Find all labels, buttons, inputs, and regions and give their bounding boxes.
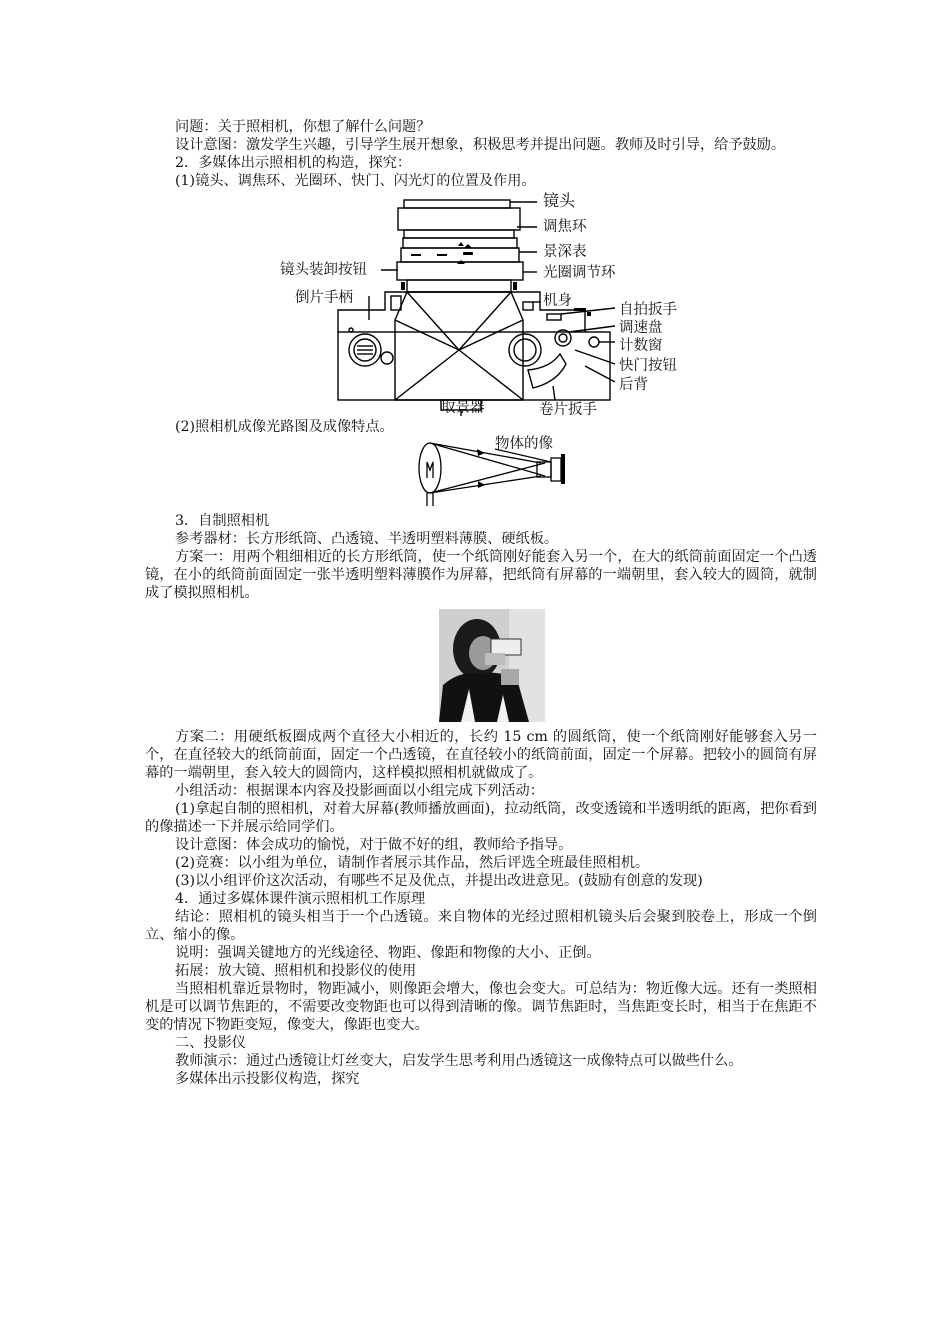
paragraph: 说明：强调关键地方的光线途径、物距、像距和物像的大小、正倒。 [175,945,601,961]
aperture-ring [397,262,523,280]
counter-window [589,337,599,347]
label-speed-dial: 调速盘 [619,320,663,336]
paragraph: (2)竞赛：以小组为单位，请制作者展示其作品，然后评选全班最佳照相机。 [175,855,650,871]
section-heading: 二、投影仪 [175,1035,246,1051]
optical-path-drawing [145,436,817,512]
object-ellipse [419,443,441,493]
document-page [145,118,817,1088]
lens-front [398,208,520,230]
paragraph: (2)照相机成像光路图及成像特点。 [175,419,394,435]
label-aperture-ring: 光圈调节环 [543,265,616,281]
label-counter-window: 计数窗 [619,338,663,354]
paragraph: 方案一：用两个粗细相近的长方形纸筒，使一个纸筒刚好能套入另一个，在大的纸筒前面固定一个凸透镜，在小的纸筒前面固定一张半透明塑料薄膜作为屏幕，把纸筒有屏幕的一端朝里，套入较大的圆筒，就制成了模拟照相机。 [145,549,817,601]
label-focus-ring: 调焦环 [543,219,587,235]
paragraph: 设计意图：体会成功的愉悦，对于做不好的组，教师给予指导。 [175,837,573,853]
advance-lever [528,354,566,388]
label-self-timer: 自拍扳手 [619,302,677,318]
label-body: 机身 [543,293,572,309]
prism-outline [395,292,523,400]
paragraph: 方案二：用硬纸板圈成两个直径大小相近的，长约 15 cm 的圆纸筒，使一个纸筒刚好能够套入另一个，在直径较大的纸筒前面，固定一个凸透镜，在直径较小的纸筒前面，固定一个屏幕。把较小的圆筒有屏幕的一端朝里，套入较大的圆筒内，这样模拟照相机就做成了。 [145,729,817,781]
self-timer-lever [547,314,561,320]
label-viewfinder: 取景器 [441,400,485,416]
body-knob [523,302,533,310]
label-back: 后背 [619,377,648,393]
paragraph: 教师演示：通过凸透镜让灯丝变大，启发学生思考利用凸透镜这一成像特点可以做些什么。 [175,1053,743,1069]
optical-path-diagram [145,436,817,512]
paragraph: 拓展：放大镜、照相机和投影仪的使用 [175,963,417,979]
paragraph: 多媒体出示投影仪构造，探究 [175,1071,360,1087]
student-camera-photo [439,609,545,722]
paragraph: (1)镜头、调焦环、光圈环、快门、闪光灯的位置及作用。 [175,173,536,189]
photo-block [145,609,817,726]
paragraph: 2．多媒体出示照相机的构造，探究： [175,155,412,171]
paragraph: 参考器材：长方形纸筒、凸透镜、半透明塑料薄膜、硬纸板。 [175,531,559,547]
camera-diagram [145,190,817,418]
label-rewind-crank: 倒片手柄 [295,290,353,306]
label-object-image: 物体的像 [495,436,553,452]
paragraph: 当照相机靠近景物时，物距减小，则像距会增大，像也会变大。可总结为：物近像大远。还有一类照相机是可以调节焦距的，不需要改变物距也可以得到清晰的像。调节焦距时，当焦距变长时，相当于在焦距不变的情况下物距变短，像变大，像距也变大。 [145,981,817,1033]
label-advance-lever: 卷片扳手 [539,402,597,418]
camera-drawing [145,190,817,418]
label-shutter-button: 快门按钮 [619,358,677,374]
paragraph: (1)拿起自制的照相机，对着大屏幕(教师播放画面)，拉动纸筒，改变透镜和半透明纸的距离，把你看到的像描述一下并展示给同学们。 [145,801,817,835]
label-depth-scale: 景深表 [543,244,587,260]
paragraph: 结论：照相机的镜头相当于一个凸透镜。来自物体的光经过照相机镜头后会聚到胶卷上，形成一个倒立、缩小的像。 [145,909,817,943]
paragraph: 问题：关于照相机，你想了解什么问题？ [175,119,431,135]
paragraph: 设计意图：激发学生兴趣，引导学生展开想象，积极思考并提出问题。教师及时引导，给予鼓励。 [175,137,786,153]
paragraph: (3)以小组评价这次活动，有哪些不足及优点，并提出改进意见。(鼓励有创意的发现) [175,873,703,889]
lens-front-rim [404,200,510,208]
paragraph: 小组活动：根据课本内容及投影画面以小组完成下列活动： [175,783,544,799]
label-lens: 镜头 [543,191,576,210]
focus-ring [403,238,517,248]
label-lens-release: 镜头装卸按钮 [280,262,367,278]
paragraph: 3．自制照相机 [175,513,270,529]
paragraph: 4．通过多媒体课件演示照相机工作原理 [175,891,426,907]
